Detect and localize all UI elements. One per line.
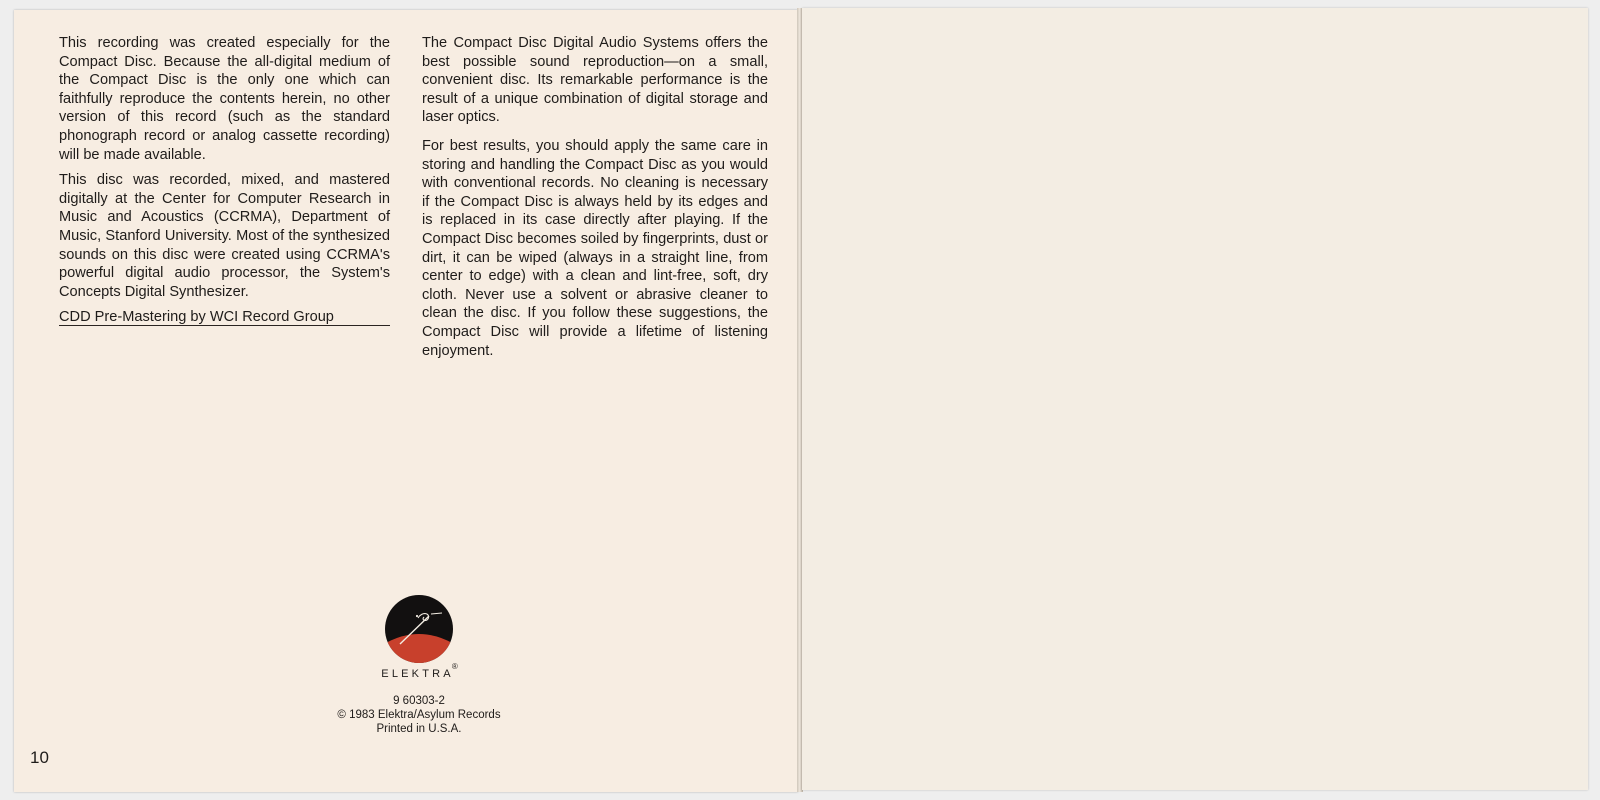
paragraph-compact-disc-intro: The Compact Disc Digital Audio Systems offers the best possible sound reproduction—on a small, convenient disc. Its remarkable performance is the result of a unique combination of digital storage and laser optics. [422, 35, 768, 126]
elektra-wordmark-text: ELEKTRA [381, 668, 454, 680]
left-column [59, 34, 390, 327]
premastering-credit: CDD Pre-Mastering by WCI Record Group [59, 309, 334, 326]
label-details [304, 694, 534, 736]
left-page [14, 10, 798, 792]
record-label-block [304, 594, 534, 736]
right-page-blank [802, 8, 1588, 790]
copyright-line: © 1983 Elektra/Asylum Records [337, 709, 501, 721]
elektra-wordmark [304, 662, 534, 680]
divider-line [59, 325, 390, 326]
elektra-logo-icon [384, 594, 454, 664]
printed-in-line: Printed in U.S.A. [376, 723, 462, 735]
paragraph-recording-note: This recording was created especially for the Compact Disc. Because the all-digital medium of the Compact Disc is the only one which can faithfully reproduce the contents herein, no other version of this record (such as the standard phonograph record or analog cassette recording) will be made available. [59, 35, 390, 163]
paragraph-recording-location: This disc was recorded, mixed, and mastered digitally at the Center for Computer Research in Music and Acoustics (CCRMA), Department of Music, Stanford University. Most of the synthesized sounds on this disc were created using CCRMA's powerful digital audio processor, the System's Concepts Digital Synthesizer. [59, 172, 390, 300]
paragraph-care-instructions: For best results, you should apply the same care in storing and handling the Compact Disc as you would with conventional records. No cleaning is necessary if the Compact Disc is always held by its edges and is replaced in its case directly after playing. If the Compact Disc becomes soiled by fingerprints, dust or dirt, it can be wiped (always in a straight line, from center to edge) with a clean and lint-free, soft, dry cloth. Never use a solvent or abrasive cleaner to clean the disc. If you follow these suggestions, the Compact Disc will provide a lifetime of listening enjoyment. [422, 137, 768, 359]
registered-mark: ® [451, 662, 458, 671]
catalog-number: 9 60303-2 [393, 695, 445, 707]
page-number: 10 [30, 748, 49, 767]
right-column [422, 34, 768, 370]
